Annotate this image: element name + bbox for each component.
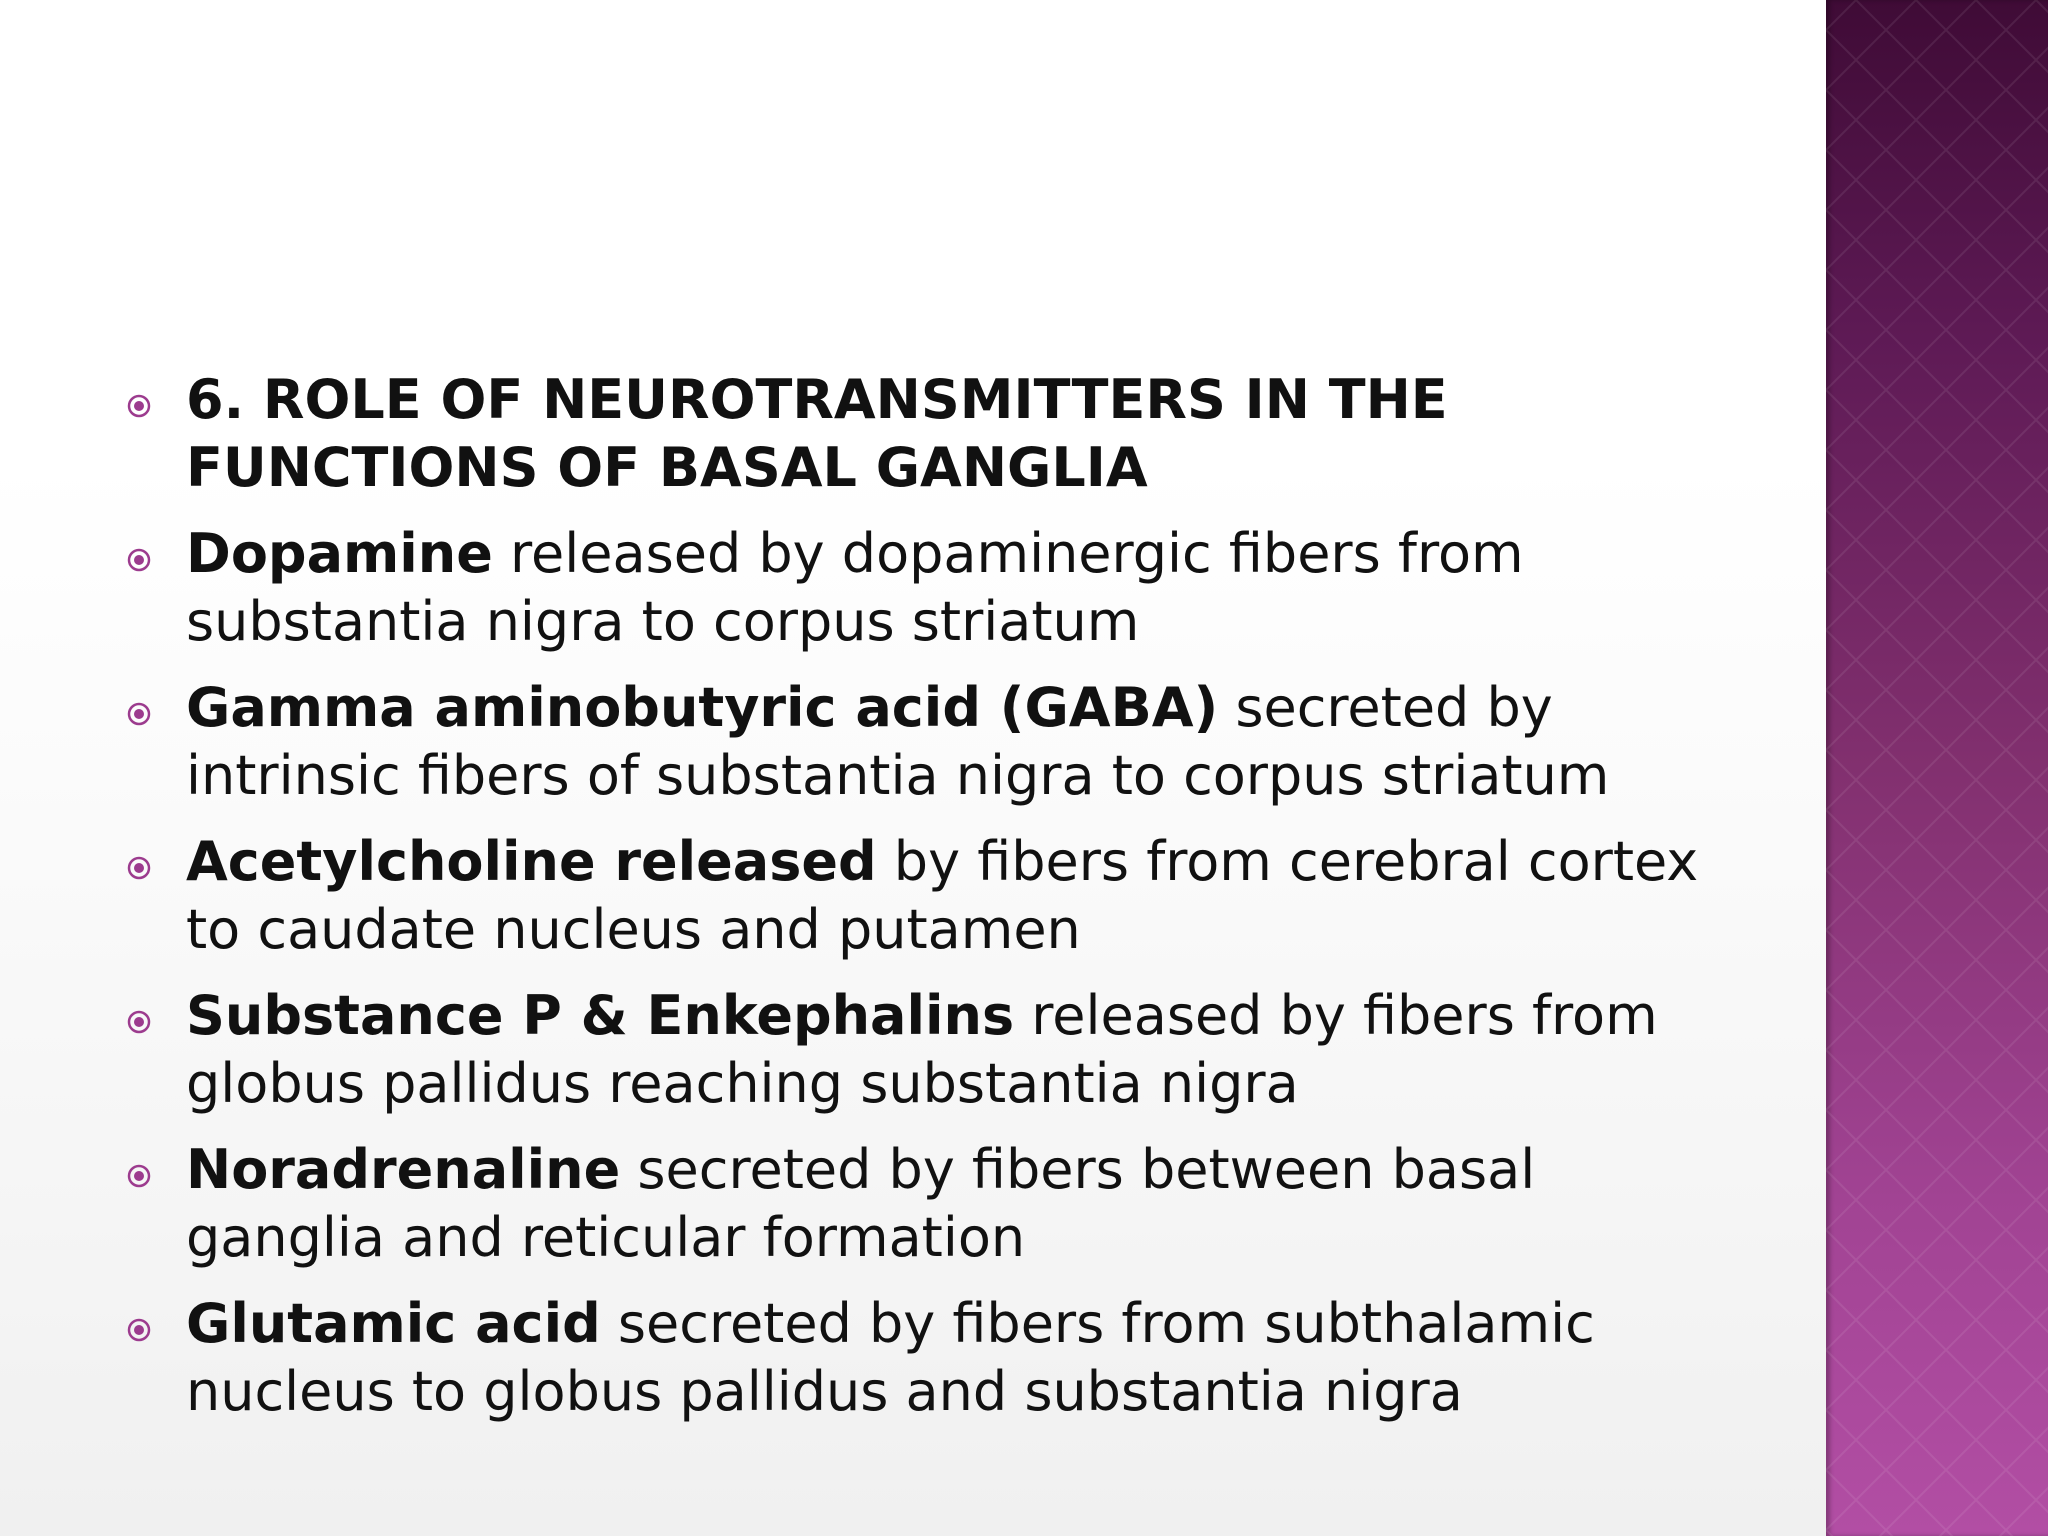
bullet-list [125, 366, 1725, 1444]
bullet-bold-text: Substance P & Enkephalins [186, 984, 1015, 1047]
bullet-gaba [125, 674, 1725, 810]
bullet-dopamine [125, 520, 1725, 656]
decorative-sidebar [1826, 0, 2048, 1536]
bullet-bold-text: Noradrenaline [186, 1138, 621, 1201]
bullet-text: released by fibers from globus pallidus reaching substantia nigra [186, 984, 1658, 1115]
bullet-glutamic-acid [125, 1290, 1725, 1426]
circled-dot-icon [127, 856, 151, 880]
circled-dot-icon [127, 1164, 151, 1188]
bullet-substance-p [125, 982, 1725, 1118]
bullet-bold-text: Dopamine [186, 522, 493, 585]
bullet-text: secreted by fibers between basal ganglia and reticular formation [186, 1138, 1536, 1269]
circled-dot-icon [127, 548, 151, 572]
bullet-bold-text: 6. ROLE OF NEUROTRANSMITTERS IN THE FUNCTIONS OF BASAL GANGLIA [186, 368, 1448, 499]
bullet-heading [125, 366, 1725, 502]
circled-dot-icon [127, 702, 151, 726]
bullet-bold-text: Glutamic acid [186, 1292, 601, 1355]
bullet-bold-text: Gamma aminobutyric acid (GABA) [186, 676, 1219, 739]
bullet-text: released by dopaminergic fibers from substantia nigra to corpus striatum [186, 522, 1524, 653]
circled-dot-icon [127, 1318, 151, 1342]
bullet-text: by fibers from cerebral cortex to caudate nucleus and putamen [186, 830, 1699, 961]
circled-dot-icon [127, 1010, 151, 1034]
bullet-text: secreted by fibers from subthalamic nucleus to globus pallidus and substantia nigra [186, 1292, 1595, 1423]
bullet-bold-text: Acetylcholine released [186, 830, 877, 893]
circled-dot-icon [127, 394, 151, 418]
bullet-noradrenaline [125, 1136, 1725, 1272]
bullet-acetylcholine [125, 828, 1725, 964]
bullet-text: secreted by intrinsic fibers of substantia nigra to corpus striatum [186, 676, 1610, 807]
sidebar-pattern [1826, 0, 2048, 1536]
